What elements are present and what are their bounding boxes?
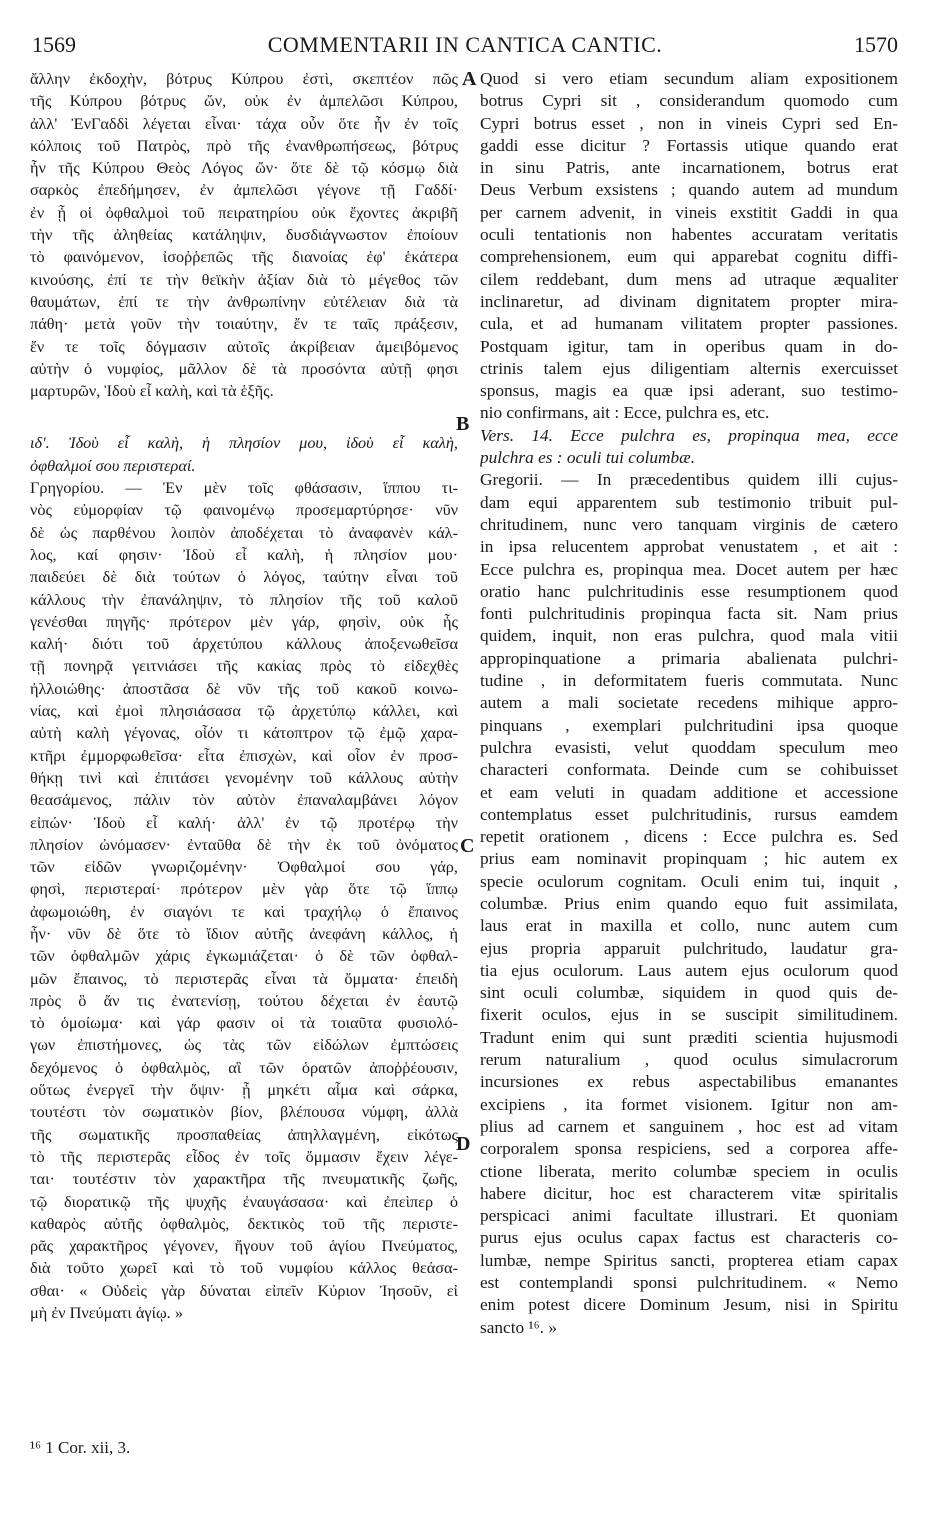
greek-paragraph-2 bbox=[30, 477, 458, 1324]
text-line: μὴ ἐν Πνεύματι ἁγίῳ. » bbox=[30, 1303, 183, 1323]
margin-letter-b: B bbox=[456, 413, 470, 435]
text-line: ejus propria apparuit pulchritudo, laudatur gra- bbox=[480, 938, 898, 958]
text-line: ctrinis talem ejus diligentiam alternis exercuisset bbox=[480, 358, 898, 378]
text-line: πρὸς ὃ ἄν τις ἐνατενίσῃ, τούτου δέχεται ἐν ἑαυτῷ bbox=[30, 990, 458, 1010]
text-line: chritudinem, nunc vero tanquam virginis de cætero bbox=[480, 514, 898, 534]
text-line: enim potest dicere Dominum Jesum, nisi in Spiritu bbox=[480, 1295, 898, 1315]
text-line: cilem reddebant, dum mens ad utraque æqualiter bbox=[480, 269, 898, 289]
text-line: ctione liberata, merito columbæ speciem in oculis bbox=[480, 1161, 898, 1181]
text-line: τὴν τῆς ἀληθείας κατάληψιν, δυσδιάγνωστον ἐποίουν bbox=[30, 225, 458, 245]
text-line: θεασάμενος, πάλιν τὸν αὐτὸν ἐπαναλαμβάνει λόγον bbox=[30, 790, 458, 810]
text-line: νίας, καὶ ἐμοὶ πλησιάσασα τῷ ἀρχετύπῳ κάλλει, καὶ bbox=[30, 701, 458, 721]
text-line: δεχόμενος ὁ ὀφθαλμὸς, αἳ τῶν ὁρατῶν ἀποῤῥέουσιν, bbox=[30, 1057, 458, 1077]
text-line: τὸ ὁμοίωμα· καὶ γάρ φασιν οἱ τὰ τοιαῦτα φυσιολό- bbox=[30, 1013, 458, 1033]
text-line: κτῆρι ἐμμορφωθεῖσα· εἶτα ἐπισχὼν, καὶ οἷον ἐν προσ- bbox=[30, 745, 458, 765]
text-line: cula, et ad humanam vilitatem propter passiones. bbox=[480, 314, 898, 334]
greek-column bbox=[30, 68, 458, 1324]
text-line: τὸ φαινόμενον, ἰσοῤῥεπῶς τῆς διανοίας ἐφ' ἑκάτερα bbox=[30, 247, 458, 267]
text-line: σθαι· « Οὐδεὶς γὰρ δύναται εἰπεῖν Κύριον Ἰησοῦν, εἰ bbox=[30, 1280, 458, 1300]
text-line: τῆς σωματικῆς προσπαθείας ἀπηλλαγμένη, εἰκότως bbox=[30, 1124, 458, 1144]
text-line: laus erat in maxilla et collo, nunc autem cum bbox=[480, 916, 898, 936]
text-line: columbæ. Prius enim quando equo fuit assimilata, bbox=[480, 893, 898, 913]
text-line: rerum naturalium , quod oculus simulacrorum bbox=[480, 1050, 898, 1070]
text-line: oratio hanc pulchritudinis esse resumptionem quod bbox=[480, 581, 898, 601]
text-line: Postquam igitur, tam in operibus quam in do- bbox=[480, 336, 898, 356]
text-line: γων ἐπιστήμονες, ὡς τὰς τῶν εἰδώλων ἐμπτώσεις bbox=[30, 1035, 458, 1055]
text-line: nio confirmans, ait : Ecce, pulchra es, etc. bbox=[480, 403, 770, 423]
text-line: τὸ τῆς περιστερᾶς εἶδος ἐν τοῖς ὄμμασιν ἔχειν λέγε- bbox=[30, 1146, 458, 1166]
text-line: τῆς Κύπρου βότρυς ὤν, οὐκ ἐν ἀμπελῶσι Κύπρου, bbox=[30, 91, 458, 111]
text-line: Ecce pulchra es, propinqua mea. Docet autem per hæc bbox=[480, 559, 898, 579]
text-line: specie oculorum cognitam. Oculi enim tui, inquit , bbox=[480, 871, 898, 891]
text-line: ἀλλ' ἘνΓαδδὶ λέγεται εἶναι· τάχα οὖν ὅτε ἦν ἐν τοῖς bbox=[30, 113, 458, 133]
text-line: excipiens , ita formet visionem. Igitur non am- bbox=[480, 1094, 898, 1114]
text-line: τῇ πονηρᾷ γειτνιάσει τῆς κακίας πρὸς τὸ εἰδεχθὲς bbox=[30, 656, 458, 676]
text-line: comprehensionem, eum qui apparebat cognitu diffi- bbox=[480, 247, 898, 267]
text-line: ιδ'. Ἰδοὺ εἶ καλὴ, ἡ πλησίον μου, ἰδοὺ εἶ καλὴ, bbox=[30, 433, 458, 453]
text-line: ἠλλοιώθης· ἀποστᾶσα δὲ νῦν τῆς τοῦ κακοῦ κοινω- bbox=[30, 678, 458, 698]
text-line: μαρτυρῶν, Ἰδοὺ εἶ καλὴ, καὶ τὰ ἑξῆς. bbox=[30, 381, 274, 401]
text-line: Tradunt enim qui sunt præditi scientia hujusmodi bbox=[480, 1027, 898, 1047]
text-line: fixerit oculos, ejus in se suscipit similitudinem. bbox=[480, 1005, 898, 1025]
footnote: ¹⁶ 1 Cor. xii, 3. bbox=[30, 1438, 131, 1457]
text-line: θήκῃ τινὶ καὶ ἐπιτάσει γενομένην τοῦ κάλλους αὐτὴν bbox=[30, 767, 458, 787]
latin-verse-heading bbox=[480, 425, 898, 470]
text-line: sint oculi columbæ, siquidem in quod quis de- bbox=[480, 983, 898, 1003]
text-line: appropinquatione a primaria abalienata pulchri- bbox=[480, 648, 898, 668]
text-line: ρᾶς χαρακτῆρος γέγονεν, ἤγουν τοῦ ἁγίου Πνεύματος, bbox=[30, 1236, 458, 1256]
text-line: ὀφθαλμοί σου περιστεραί. bbox=[30, 455, 196, 475]
text-line: et eam veluti in quadam additione et accessione bbox=[480, 782, 898, 802]
text-line: dam equi apparentem sub testimonio tribuit pul- bbox=[480, 492, 898, 512]
margin-letter-c: C bbox=[460, 835, 475, 857]
text-line: contemplatus esset pulchritudinis, rursus eamdem bbox=[480, 804, 898, 824]
text-line: αὐτὴν ὁ νυμφίος, μᾶλλον δὲ τὰ προσόντα αὐτῇ φησι bbox=[30, 358, 458, 378]
text-line: per carnem advenit, in vineis exstitit Gaddi in qua bbox=[480, 202, 898, 222]
text-line: quidem, inquit, non eras pulchra, quod mala vitii bbox=[480, 626, 898, 646]
text-line: oculi tentationis non habentes accuratam veritatis bbox=[480, 225, 898, 245]
text-line: Quod si vero etiam secundum aliam expositionem bbox=[480, 69, 898, 88]
text-line: in sinu Patris, ante incarnationem, botrus erat bbox=[480, 158, 898, 178]
text-line: autem a mali societate recedens mihique appro- bbox=[480, 693, 898, 713]
text-line: δὲ ὡς παρθένου λοιπὸν ἀποδέχεται τὸ ἀναφανὲν κάλ- bbox=[30, 522, 458, 542]
latin-paragraph-2 bbox=[480, 469, 898, 1339]
page-number-left: 1569 bbox=[32, 32, 76, 57]
text-line: Vers. 14. Ecce pulchra es, propinqua mea, ecce bbox=[480, 425, 898, 445]
text-line: αὐτὴ καλὴ γέγονας, οἷόν τι κάτοπτρον τῷ ἐμῷ χαρα- bbox=[30, 723, 458, 743]
text-line: purus ejus oculus capax factus est characteris co- bbox=[480, 1228, 898, 1248]
text-line: Deus Verbum exsistens ; quando autem ad mundum bbox=[480, 180, 898, 200]
text-line: πλησίον ὠνόμασεν· ἐνταῦθα δὲ τὴν ἐκ τοῦ ὀνόματος bbox=[30, 834, 458, 854]
text-line: tudine , in deformitatem fueris commutata. Nunc bbox=[480, 671, 898, 691]
text-line: incursiones ex rebus aspectabilibus emanantes bbox=[480, 1072, 898, 1092]
text-line: habere dicitur, hoc est characterem vitæ spiritalis bbox=[480, 1183, 898, 1203]
text-line: τῷ διορατικῷ τῆς ψυχῆς ἐναυγάσασα· καὶ ἐπεὶπερ ὁ bbox=[30, 1191, 458, 1211]
text-line: γενέσθαι πηγῆς· πρότερον μὲν γάρ, φησὶν, οὐκ ἦς bbox=[30, 611, 458, 631]
text-line: κόλποις τοῦ Πατρὸς, πρὸ τῆς ἐνανθρωπήσεως, βότρυς bbox=[30, 135, 458, 155]
text-line: νὸς εὐμορφίαν τῷ φαινομένῳ προσεμαρτύρησε· νῦν bbox=[30, 500, 458, 520]
text-line: botrus Cypri sit , considerandum quomodo cum bbox=[480, 91, 898, 111]
text-line: pulchra evasisti, velut quoddam speculum meo bbox=[480, 737, 898, 757]
running-title: COMMENTARII IN CANTICA CANTIC. bbox=[267, 32, 663, 57]
text-line: ἐν ᾗ οἱ ὀφθαλμοὶ τοῦ πειρατηρίου οὐκ ἔχοντες ἀκριβῆ bbox=[30, 202, 458, 222]
text-line: διὰ τοῦτο χωρεῖ καὶ τὸ τοῦ νυμφίου κάλλος θεάσα- bbox=[30, 1258, 458, 1278]
text-line: σαρκὸς ἐπεδήμησεν, ἐν ἀμπελῶσι γέγονε τῇ Γαδδί· bbox=[30, 180, 458, 200]
text-line: Γρηγορίου. — Ἐν μὲν τοῖς φθάσασιν, ἵππου τι- bbox=[30, 478, 458, 498]
text-line: inclinaretur, ad divinam dignitatem propter mira- bbox=[480, 291, 898, 311]
margin-letter-d: D bbox=[456, 1133, 471, 1155]
latin-column bbox=[480, 68, 898, 1339]
text-line: καθαρὸς αὐτῆς ὀφθαλμὸς, δεκτικὸς τοῦ τῆς περιστε- bbox=[30, 1213, 458, 1233]
text-line: prius eam nominavit propinquam ; hic autem ex bbox=[480, 849, 898, 869]
text-line: in ipsa relucentem approbat venustatem , et ait : bbox=[480, 537, 898, 557]
text-line: ἀφωμοιώθη, ἐν σιαγόνι τε καὶ τραχήλῳ ὁ ἔπαινος bbox=[30, 901, 458, 921]
text-line: pinquans , exemplari pulchritudini ipsa quoque bbox=[480, 715, 898, 735]
text-line: ται· τουτέστιν τὸν χαρακτῆρα τῆς πνευματικῆς ζωῆς, bbox=[30, 1169, 458, 1189]
page-number-right: 1570 bbox=[854, 32, 898, 57]
text-line: κάλλους τὴν ἐπανάληψιν, τὸ πλησίον τῆς τοῦ καλοῦ bbox=[30, 589, 458, 609]
text-line: οὕτως ἐνεργεῖ τὴν ὄψιν· ᾗ μηκέτι αἷμα καὶ σάρκα, bbox=[30, 1080, 458, 1100]
text-line: Gregorii. — In præcedentibus quidem illi cujus- bbox=[480, 470, 898, 490]
text-line: ἄλλην ἐκδοχὴν, βότρυς Κύπρου ἐστὶ, σκεπτέον πῶς bbox=[30, 69, 458, 88]
text-line: gaddi esse dicitur ? Fortassis utique quando erat bbox=[480, 135, 898, 155]
text-line: plius ad carnem et sanguinem , hoc est ad vitam bbox=[480, 1116, 898, 1136]
text-line: repetit orationem , dicens : Ecce pulchra es. Sed bbox=[480, 827, 898, 847]
text-line: corporalem sponsa respiciens, sed a corporea affe- bbox=[480, 1139, 898, 1159]
text-line: λος, καί φησιν· Ἰδοὺ εἶ καλὴ, ἡ πλησίον μου· bbox=[30, 544, 458, 564]
text-line: τουτέστι τὸν σωματικὸν βίον, βλέπουσα νύμφη, ἀλλὰ bbox=[30, 1102, 458, 1122]
text-line: characteri conformata. Deinde cum se cohibuisset bbox=[480, 760, 898, 780]
text-line: ἔν τε τοῖς δόγμασιν αὐτοῖς ἀκρίβειαν ἀμειβόμενος bbox=[30, 336, 458, 356]
text-line: πάθη· μετὰ γοῦν τὴν τοιαύτην, ἔν τε ταῖς πράξεσιν, bbox=[30, 314, 458, 334]
text-line: τῶν ὀφθαλμῶν χάρις ἐγκωμιάζεται· ὁ δὲ τῶν ὀφθαλ- bbox=[30, 946, 458, 966]
running-header bbox=[32, 32, 898, 62]
text-line: παιδεύει δὲ διὰ τούτων ὁ λόγος, ταύτην εἶναι τοῦ bbox=[30, 567, 458, 587]
margin-letter-a: A bbox=[462, 68, 477, 90]
text-line: sponsus, magis ea quæ ipsi aderant, suo testimo- bbox=[480, 381, 898, 401]
greek-paragraph-1 bbox=[30, 68, 458, 402]
text-line: κινούσης, ἐπί τε τὴν θεϊκὴν ἀξίαν διὰ τὸ μέγεθος τῶν bbox=[30, 269, 458, 289]
text-line: fonti pulchritudinis propinqua facta sit. Nam prius bbox=[480, 604, 898, 624]
text-line: pulchra es : oculi tui columbæ. bbox=[480, 448, 696, 468]
text-line: ἦν· νῦν δὲ ὅτε τὸ ἴδιον αὐτῆς ἀνεφάνη κάλλος, ἡ bbox=[30, 923, 458, 943]
text-line: perspicaci animi facultate illustrari. Et quoniam bbox=[480, 1206, 898, 1226]
text-line: sancto ¹⁶. » bbox=[480, 1317, 557, 1337]
latin-paragraph-1 bbox=[480, 68, 898, 425]
text-line: τῶν εἰδῶν γνωριζομένην· Ὀφθαλμοί σου γάρ, bbox=[30, 857, 458, 877]
text-line: Cypri botrus esset , non in vineis Cypri sed En- bbox=[480, 113, 898, 133]
text-line: θαυμάτων, ἐπί τε τὴν ἀνθρωπίνην εὐτέλειαν διὰ τὰ bbox=[30, 291, 458, 311]
greek-verse-heading bbox=[30, 432, 458, 477]
text-line: εἰπών· Ἰδοὺ εἶ καλή· ἀλλ' ἐν τῷ προτέρῳ τὴν bbox=[30, 812, 458, 832]
text-line: καλή· διότι τοῦ ἀρχετύπου κάλλους ἀποξενωθεῖσα bbox=[30, 634, 458, 654]
text-line: tia ejus oculorum. Laus autem ejus oculorum quod bbox=[480, 960, 898, 980]
text-line: φησὶ, περιστεραί· πρότερον μὲν γὰρ ὅτε τῷ ἵππῳ bbox=[30, 879, 458, 899]
text-line: lumbæ, nempe Spiritus sancti, propterea etiam capax bbox=[480, 1250, 898, 1270]
text-line: est contemplandi sponsi pulchritudinem. « Nemo bbox=[480, 1273, 898, 1293]
text-line: μῶν ἔπαινος, τὸ περιστερᾶς εἶναι τὰ ὄμματα· ἐπειδὴ bbox=[30, 968, 458, 988]
text-line: ἦν τῆς Κύπρου Θεὸς Λόγος ὤν· ὅτε δὲ τῷ κόσμῳ διὰ bbox=[30, 158, 458, 178]
